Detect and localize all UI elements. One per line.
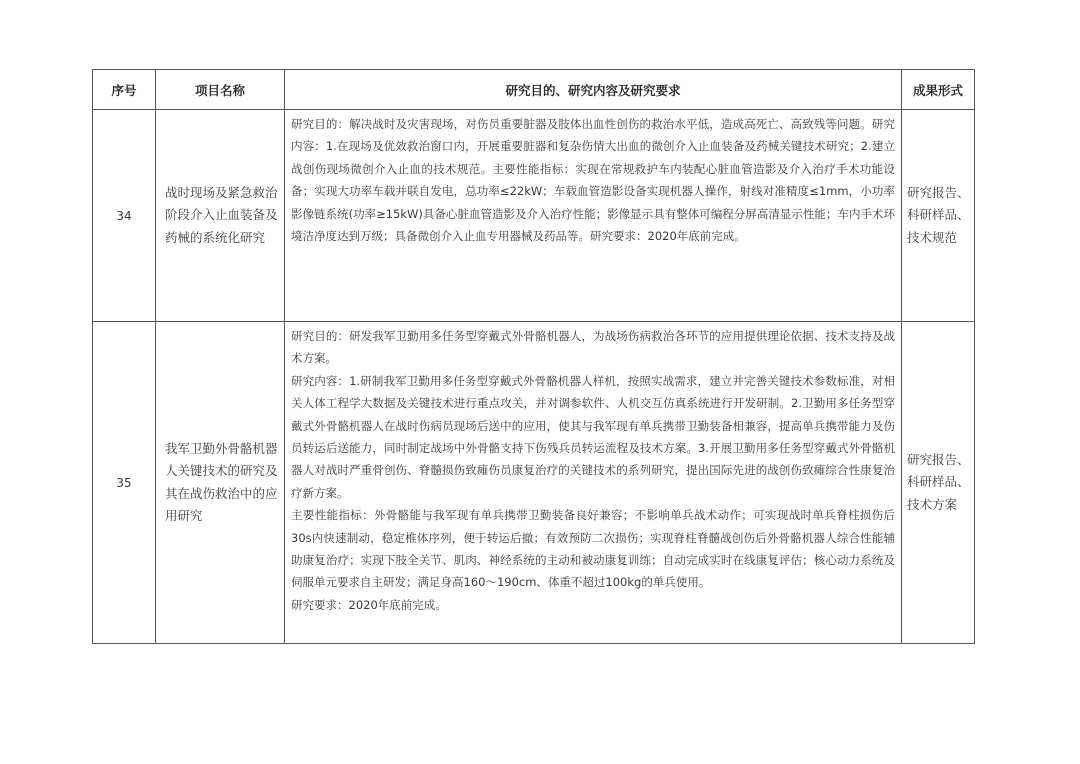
content-paragraph: 研究目的：解决战时及灾害现场，对伤员重要脏器及肢体出血性创伤的救治水平低，造成高死亡、高致残等问题。研究内容：1.在现场及优效救治窗口内，开展重要脏器和复杂伤情大出血的微创介入止血装备及药械关键技术研究；2.建立战创伤现场微创介入止血的技术规范。主要性能指标：实现在常规救护车内装配心脏血管造影及介入治疗手术功能设备；实现大功率车载并联自发电，总功率≤22kW；车载血管造影设备实现机器人操作，射线对准精度≤1mm，小功率影像链系统(功率≥15kW)具备心脏血管造影及介入治疗性能；影像显示具有整体可编程分屏高清显示性能；车内手术环境洁净度达到万级；具备微创介入止血专用器械及药品等。研究要求：2020年底前完成。 — [291, 117, 895, 244]
table-row — [93, 322, 975, 644]
result-item: 研究报告、 — [907, 184, 970, 200]
result-item: 研究报告、 — [907, 451, 970, 467]
result-form — [902, 322, 975, 644]
project-table — [92, 69, 975, 644]
project-content — [285, 322, 902, 644]
row-number: 35 — [93, 322, 156, 644]
result-item: 技术方案 — [907, 496, 958, 512]
header-content: 研究目的、研究内容及研究要求 — [285, 70, 902, 110]
result-form — [902, 110, 975, 322]
result-item: 科研样品、 — [907, 474, 970, 490]
content-paragraph: 研究要求：2020年底前完成。 — [291, 597, 447, 612]
result-item: 科研样品、 — [907, 207, 970, 223]
project-content — [285, 110, 902, 322]
header-result: 成果形式 — [902, 70, 975, 110]
header-row — [93, 70, 975, 110]
content-paragraph: 主要性能指标：外骨骼能与我军现有单兵携带卫勤装备良好兼容；不影响单兵战术动作；可实现战时单兵脊柱损伤后30s内快速制动，稳定椎体序列，便于转运后撤；有效预防二次损伤；实现脊柱脊髓战创伤后外骨骼机器人综合性能辅助康复治疗；实现下肢全关节、肌肉、神经系统的主动和被动康复训练；自动完成实时在线康复评估；核心动力系统及伺服单元要求自主研发；满足身高160～190cm、体重不超过100kg的单兵使用。 — [291, 508, 895, 590]
header-name: 项目名称 — [156, 70, 285, 110]
table-row — [93, 110, 975, 322]
content-paragraph: 研究目的：研发我军卫勤用多任务型穿戴式外骨骼机器人，为战场伤病救治各环节的应用提供理论依据、技术支持及战术方案。 — [291, 329, 895, 366]
header-no: 序号 — [93, 70, 156, 110]
result-item: 技术规范 — [907, 229, 958, 245]
row-number: 34 — [93, 110, 156, 322]
content-paragraph: 研究内容：1.研制我军卫勤用多任务型穿戴式外骨骼机器人样机，按照实战需求，建立并完善关键技术参数标准，对相关人体工程学大数据及关键技术进行重点攻关，并对调参软件、人机交互仿真系统进行开发研制。2.卫勤用多任务型穿戴式外骨骼机器人在战时伤病员现场后送中的应用，使其与我军现有单兵携带卫勤装备相兼容，提高单兵携带能力及伤员转运后送能力，同时制定战场中外骨骼支持下伤残兵员转运流程及技术方案。3.开展卫勤用多任务型穿戴式外骨骼机器人对战时严重骨创伤、脊髓损伤致瘫伤员康复治疗的关键技术的系列研究，提出国际先进的战创伤致瘫综合性康复治疗新方案。 — [291, 373, 895, 500]
project-name: 我军卫勤外骨骼机器人关键技术的研究及其在战伤救治中的应用研究 — [156, 322, 285, 644]
project-name: 战时现场及紧急救治阶段介入止血装备及药械的系统化研究 — [156, 110, 285, 322]
